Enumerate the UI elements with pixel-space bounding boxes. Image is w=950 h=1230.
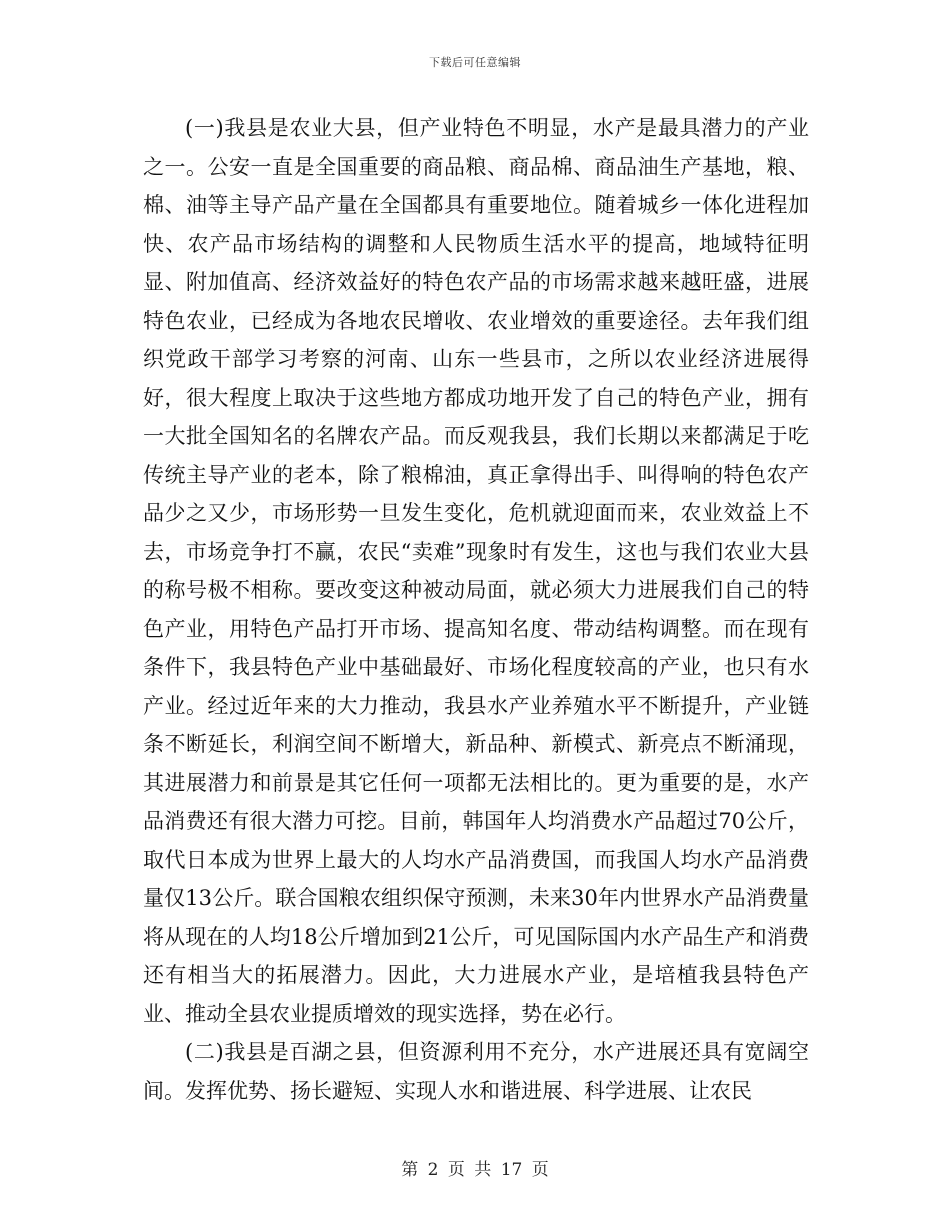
paragraph-1: (一)我县是农业大县，但产业特色不明显，水产是最具潜力的产业之一。公安一直是全国重要的商品粮、商品棉、商品油生产基地，粮、棉、油等主导产品产量在全国都具有重要地位。随着城乡一体化进程加快、农产品市场结构的调整和人民物质生活水平的提高，地域特征明显、附加值高、经济效益好的特色农产品的市场需求越来越旺盛，进展特色农业，已经成为各地农民增收、农业增效的重要途径。去年我们组织党政干部学习考察的河南、山东一些县市，之所以农业经济进展得好，很大程度上取决于这些地方都成功地开发了自己的特色产业，拥有一大批全国知名的名牌农产品。而反观我县，我们长期以来都满足于吃传统主导产业的老本，除了粮棉油，真正拿得出手、叫得响的特色农产品少之又少，市场形势一旦发生变化，危机就迎面而来，农业效益上不去，市场竞争打不赢，农民“卖难”现象时有发生，这也与我们农业大县的称号极不相称。要改变这种被动局面，就必须大力进展我们自己的特色产业，用特色产品打开市场、提高知名度、带动结构调整。而在现有条件下，我县特色产业中基础最好、市场化程度较高的产业，也只有水产业。经过近年来的大力推动，我县水产业养殖水平不断提升，产业链条不断延长，利润空间不断增大，新品种、新模式、新亮点不断涌现，其进展潜力和前景是其它任何一项都无法相比的。更为重要的是，水产品消费还有很大潜力可挖。目前，韩国年人均消费水产品超过70公斤，取代日本成为世界上最大的人均水产品消费国，而我国人均水产品消费量仅13公斤。联合国粮农组织保守预测，未来30年内世界水产品消费量将从现在的人均18公斤增加到21公斤，可见国际国内水产品生产和消费还有相当大的拓展潜力。因此，大力进展水产业，是培植我县特色产业、推动全县农业提质增效的现实选择，势在必行。 [143,116,809,1026]
paragraph-2: (二)我县是百湖之县，但资源利用不充分，水产进展还具有宽阔空间。发挥优势、扬长避短、实现人水和谐进展、科学进展、让农民 [143,1040,809,1103]
page-header-note: 下载后可任意编辑 [429,56,521,69]
page-number: 第 2 页 共 17 页 [401,1160,549,1180]
document-body [143,109,809,1110]
